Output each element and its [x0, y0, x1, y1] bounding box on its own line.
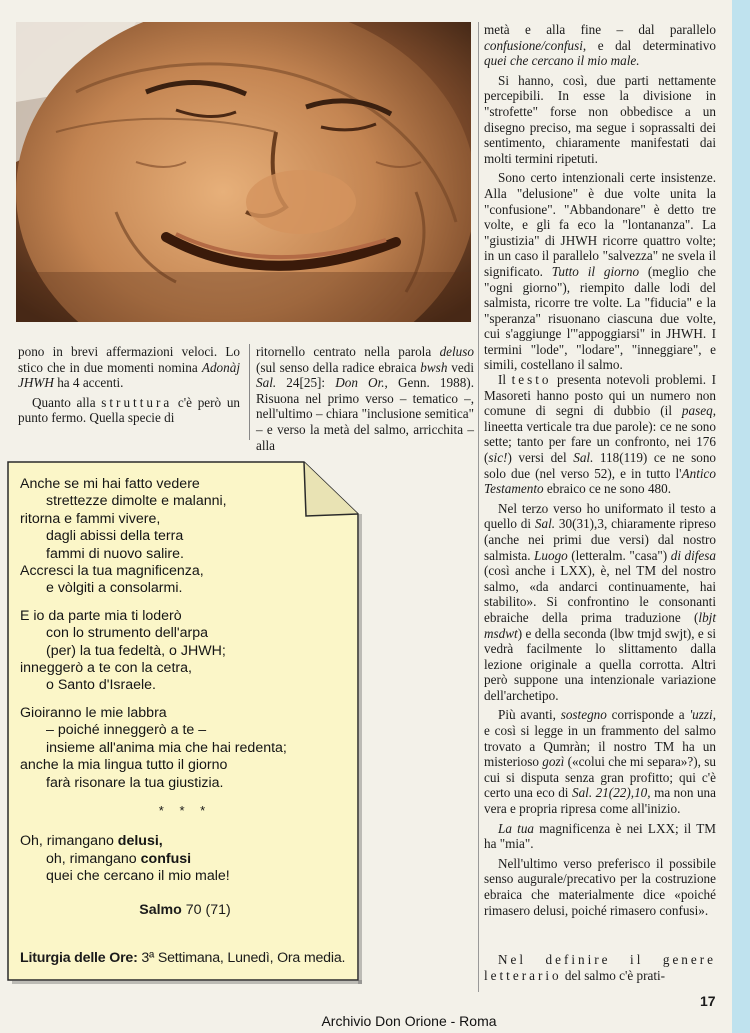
- psalm-line: Anche se mi hai fatto vedere: [20, 476, 200, 492]
- psalm-line: oh, rimangano confusi: [46, 850, 192, 867]
- psalm-line: E io da parte mia ti loderò: [20, 607, 182, 624]
- paragraph: La tua magnificenza è nei LXX; il TM ha "mia".: [484, 820, 716, 852]
- body-column-middle: [256, 344, 474, 457]
- paragraph: pono in brevi affermazioni veloci. Lo stico che in due momenti nomina Adonàj JHWH ha 4 accenti.: [18, 344, 240, 391]
- paragraph: Nel terzo verso ho uniformato il testo a quello di Sal. 30(31),3, chiaramente ripreso (anche nei primi due versi) dal nostro salmista. Luogo (letteralm. "casa") di difesa (così anche i LXX), è, nel TM del nostro salmo, «da andarci continuamente, hai stabilito». Si confrontino le consonanti ebraiche della prima traduzione (lbjt msdwt) e della seconda (lbw tmjd swjt), e si vedrà facilmente lo slittamento dalla lezione originale a quella corrotta. Altri però suppone una intenzionale variazione dell'archetipo.: [484, 500, 716, 703]
- psalm-line: ritorna e fammi vivere,: [20, 510, 161, 527]
- psalm-line: farà risonare la tua giustizia.: [46, 774, 224, 791]
- paragraph: Il testo presenta notevoli problemi. I Masoreti hanno posto qui un numero non comune di segni di dubbio (il paseq, lineetta verticale tra due parole): ce ne sono sette; tanto per fare un confronto, nei 176 (sic!) versi del Sal. 118(119) ce ne sono solo due (nel verso 52), e in tutto l'Antico Testamento ebraico ce ne sono 480.: [484, 372, 717, 497]
- column-divider: [478, 22, 479, 992]
- column-divider: [249, 344, 250, 440]
- page-number: 17: [700, 993, 716, 1009]
- photo-elderly-woman: [16, 22, 471, 322]
- psalm-line: Accresci la tua magnificenza,: [20, 563, 204, 580]
- psalm-reference: Salmo 70 (71): [139, 902, 231, 918]
- psalm-line: – poiché inneggerò a te –: [46, 722, 207, 739]
- psalm-line: strettezze dimolte e malanni,: [46, 493, 227, 510]
- liturgy-note: Liturgia delle Ore: 3ª Settimana, Lunedì, Ora media.: [20, 950, 346, 966]
- psalm-line: dagli abissi della terra: [46, 528, 184, 545]
- paragraph: Sono certo intenzionali certe insistenze. Alla "delusione" è due volte unita la "confusione". "Abbandonare" è detto tre volte, e gli fa eco la "lontananza". La "giustizia" di JHWH ricorre quattro volte; in un caso il parallelo "salvezza" ne svela il significato. Tutto il giorno (meglio che "ogni giorno"), riempito dalle lodi del salmista, ricorre tre volte. La "fiducia" e la "speranza" risuonano ciascuna due volte, cui s'aggiunge l'"appoggiarsi" in JHWH. I termini "lode", "lodare", "inneggiare", e simili, costellano il salmo.: [484, 170, 716, 373]
- archive-watermark: Archivio Don Orione - Roma: [321, 1013, 497, 1029]
- paragraph: ritornello centrato nella parola deluso (sul senso della radice ebraica bwsh vedi Sal. 24[25]: Don Or., Genn. 1988). Risuona nel primo verso – tematico –, nell'ultimo – chiara "inclusione semitica" – e verso la metà del salmo, arricchita – alla: [256, 344, 474, 453]
- paragraph: Nel definire il genere letterario del salmo c'è prati-: [484, 952, 716, 983]
- psalm-line: quei che cercano il mio male!: [46, 868, 230, 885]
- page-edge: [732, 0, 750, 1033]
- paragraph: Quanto alla struttura c'è però un punto fermo. Quella specie di: [18, 394, 241, 426]
- psalm-text: [20, 476, 350, 886]
- body-column-right: [484, 22, 716, 377]
- paragraph: Più avanti, sostegno corrisponde a 'uzzi, e così si legge in un frammento del salmo trovato a Qumràn; il nostro TM ha un misterioso gozì («colui che mi separa»?), su cui si disputa senza gran profitto; qui c'è certo una eco di Sal. 21(22),10, ma non una vera e propria ripresa come all'inizio.: [484, 707, 716, 817]
- psalm-line: Gioiranno le mie labbra: [20, 704, 167, 721]
- psalm-line: con lo strumento dell'arpa: [46, 625, 209, 642]
- elderly-woman-smiling-photo: [16, 22, 471, 322]
- paragraph: Nell'ultimo verso preferisco il possibile senso augurale/precativo per la costruzione ebraica che materialmente dice «poiché rimasero delusi, poiché rimasero confusi».: [484, 855, 716, 918]
- body-column-right-lower: [484, 372, 716, 922]
- psalm-line: insieme all'anima mia che hai redenta;: [46, 739, 287, 756]
- paragraph: Si hanno, così, due parti nettamente percepibili. In esse la divisione in "strofette" forse non obbedisce a un disegno preciso, ma segue i soprassalti dei sentimento, chiaramente manifestati dai molti termini ripetuti.: [484, 72, 716, 166]
- psalm-line: inneggerò a te con la cetra,: [20, 660, 192, 677]
- psalm-line: o Santo d'Israele.: [46, 677, 156, 694]
- paragraph: metà e alla fine – dal parallelo confusione/confusi, e dal determinativo quei che cercano il mio male.: [484, 22, 716, 69]
- psalm-line: (per) la tua fedeltà, o JHWH;: [46, 642, 226, 659]
- psalm-line: Oh, rimangano delusi,: [20, 833, 163, 850]
- psalm-line: anche la mia lingua tutto il giorno: [20, 757, 228, 774]
- body-column-left: [18, 344, 240, 430]
- psalm-line: fammi di nuovo salire.: [46, 545, 184, 562]
- section-separator: * * *: [158, 802, 212, 818]
- psalm-line: e vòlgiti a consolarmi.: [46, 580, 183, 597]
- body-column-right-end: [484, 952, 716, 987]
